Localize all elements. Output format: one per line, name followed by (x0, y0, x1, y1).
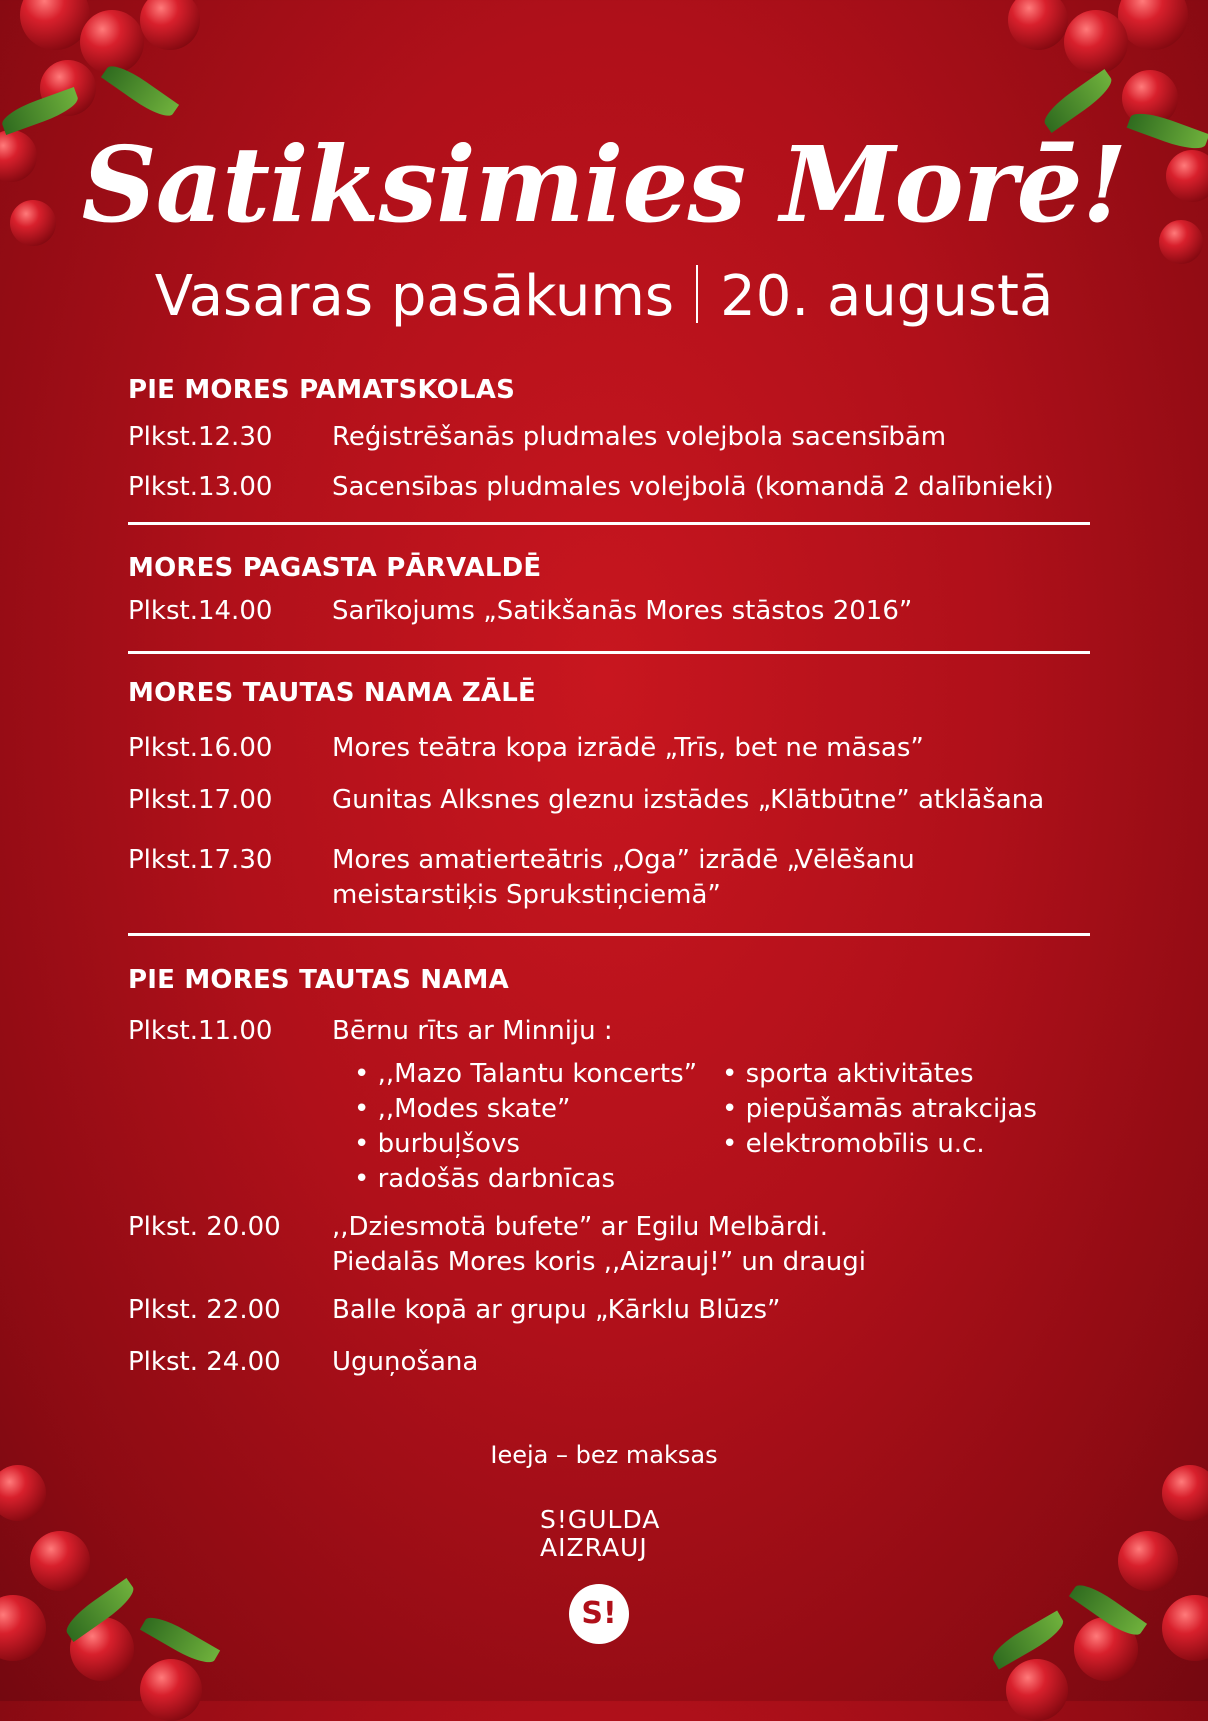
activity-item: • burbuļšovs (354, 1127, 722, 1162)
activities-column-right (722, 1057, 1090, 1197)
row-time: Plkst.11.00 (128, 1016, 273, 1046)
activities-list (354, 1057, 1090, 1197)
schedule-row (128, 1210, 1090, 1280)
row-time: Plkst.12.30 (128, 422, 273, 452)
schedule-row (128, 731, 1090, 766)
sigulda-logo-mark: S! (569, 1584, 629, 1644)
logo-line: S!GULDA (540, 1505, 661, 1534)
subtitle-separator (696, 265, 698, 323)
section-title: MORES PAGASTA PĀRVALDĒ (128, 553, 542, 583)
row-description-line: meistarstiķis Sprukstiņciemā” (332, 880, 721, 910)
schedule-row (128, 1345, 1090, 1380)
row-description: Sacensības pludmales volejbolā (komandā 2 dalībnieki) (332, 472, 1054, 502)
row-description: Bērnu rīts ar Minniju : (332, 1016, 613, 1046)
schedule-row (128, 843, 1090, 913)
row-time: Plkst.17.00 (128, 785, 273, 815)
schedule-row (128, 594, 1090, 629)
row-time: Plkst. 22.00 (128, 1295, 281, 1325)
section-title: PIE MORES TAUTAS NAMA (128, 965, 509, 995)
row-description: Mores teātra kopa izrādē „Trīs, bet ne māsas” (332, 733, 924, 763)
section-divider (128, 933, 1090, 936)
activity-item: • ,,Mazo Talantu koncerts” (354, 1057, 722, 1092)
row-description (332, 843, 1090, 913)
subtitle-event: Vasaras pasākums (154, 264, 675, 329)
activity-item: • sporta aktivitātes (722, 1057, 1090, 1092)
poster-title: Satiksimies Morē! (81, 123, 1127, 246)
schedule-row (128, 470, 1090, 505)
activity-item: • ,,Modes skate” (354, 1092, 722, 1127)
cranberry-decoration-bottom-left (0, 1441, 260, 1701)
subtitle-date: 20. augustā (720, 264, 1054, 329)
schedule-row (128, 783, 1090, 818)
cranberry-decoration-bottom-right (948, 1441, 1208, 1701)
row-time: Plkst. 20.00 (128, 1212, 281, 1242)
row-description-line: Mores amatierteātris „Oga” izrādē „Vēlēšanu (332, 845, 915, 875)
activities-column-left (354, 1057, 722, 1197)
row-description-line: Piedalās Mores koris ,,Aizrauj!” un draugi (332, 1247, 866, 1277)
schedule-row (128, 1014, 1090, 1049)
row-time: Plkst.14.00 (128, 596, 273, 626)
logo-line: AIZRAUJ (540, 1533, 648, 1562)
row-description: Reģistrēšanās pludmales volejbola sacensībām (332, 422, 947, 452)
row-description: Balle kopā ar grupu „Kārklu Blūzs” (332, 1295, 781, 1325)
program-schedule (128, 370, 1090, 1380)
section-divider (128, 522, 1090, 525)
entry-note: Ieeja – bez maksas (490, 1441, 718, 1469)
activity-item: • elektromobīlis u.c. (722, 1127, 1090, 1162)
activity-item: • piepūšamās atrakcijas (722, 1092, 1090, 1127)
schedule-row (128, 420, 1090, 455)
row-time: Plkst. 24.00 (128, 1347, 281, 1377)
schedule-row (128, 1293, 1090, 1328)
section-divider (128, 651, 1090, 654)
row-description (332, 1210, 1090, 1280)
row-description: Gunitas Alksnes gleznu izstādes „Klātbūtne” atklāšana (332, 785, 1045, 815)
row-time: Plkst.16.00 (128, 733, 273, 763)
row-time: Plkst.13.00 (128, 472, 273, 502)
poster-subtitle (0, 262, 1208, 332)
section-title: MORES TAUTAS NAMA ZĀLĒ (128, 678, 536, 708)
row-description-line: ,,Dziesmotā bufete” ar Egilu Melbārdi. (332, 1212, 828, 1242)
row-description: Sarīkojums „Satikšanās Mores stāstos 2016” (332, 596, 913, 626)
section-title: PIE MORES PAMATSKOLAS (128, 375, 516, 405)
activity-item: • radošās darbnīcas (354, 1162, 722, 1197)
sigulda-logo (540, 1506, 670, 1562)
row-time: Plkst.17.30 (128, 845, 273, 875)
row-description: Uguņošana (332, 1347, 479, 1377)
